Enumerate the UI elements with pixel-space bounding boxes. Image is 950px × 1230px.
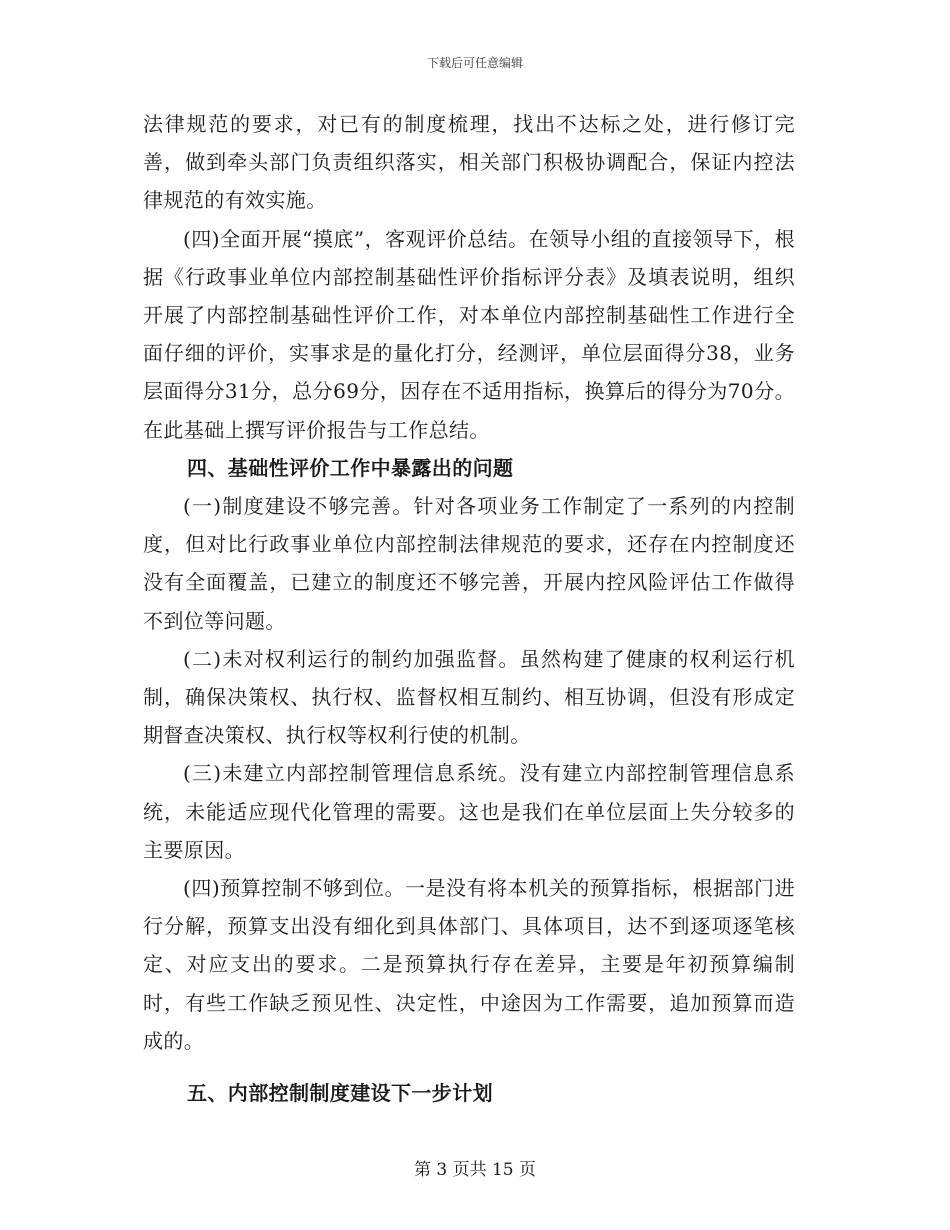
paragraph-problem-4: (四)预算控制不够到位。一是没有将本机关的预算指标，根据部门进行分解，预算支出没有细化到具体部门、具体项目，达不到逐项逐笔核定、对应支出的要求。二是预算执行存在差异，主要是年初预算编制时，有些工作缺乏预见性、决定性，中途因为工作需要，追加预算而造成的。	[143, 876, 795, 1053]
paragraph-problem-3: (三)未建立内部控制管理信息系统。没有建立内部控制管理信息系统，未能适应现代化管理的需要。这也是我们在单位层面上失分较多的主要原因。	[143, 761, 795, 862]
paragraph-section-4: (四)全面开展“摸底”，客观评价总结。在领导小组的直接领导下，根据《行政事业单位内部控制基础性评价指标评分表》及填表说明，组织开展了内部控制基础性评价工作，对本单位内部控制基础性工作进行全面仔细的评价，实事求是的量化打分，经测评，单位层面得分38，业务层面得分31分，总分69分，因存在不适用指标，换算后的得分为70分。在此基础上撰写评价报告与工作总结。	[143, 226, 795, 442]
document-body	[143, 105, 795, 1112]
paragraph-problem-1: (一)制度建设不够完善。针对各项业务工作制定了一系列的内控制度，但对比行政事业单位内部控制法律规范的要求，还存在内控制度还没有全面覆盖，已建立的制度还不够完善，开展内控风险评估工作做得不到位等问题。	[143, 494, 795, 633]
heading-next-steps: 五、内部控制制度建设下一步计划	[187, 1081, 493, 1106]
page-header-note: 下载后可任意编辑	[426, 56, 523, 70]
page-number: 第 3 页共 15 页	[413, 1160, 537, 1180]
heading-problems: 四、基础性评价工作中暴露出的问题	[187, 455, 514, 480]
paragraph-continuation: 法律规范的要求，对已有的制度梳理，找出不达标之处，进行修订完善，做到牵头部门负责组织落实，相关部门积极协调配合，保证内控法律规范的有效实施。	[143, 112, 795, 213]
paragraph-problem-2: (二)未对权利运行的制约加强监督。虽然构建了健康的权利运行机制，确保决策权、执行权、监督权相互制约、相互协调，但没有形成定期督查决策权、执行权等权利行使的机制。	[143, 646, 795, 748]
